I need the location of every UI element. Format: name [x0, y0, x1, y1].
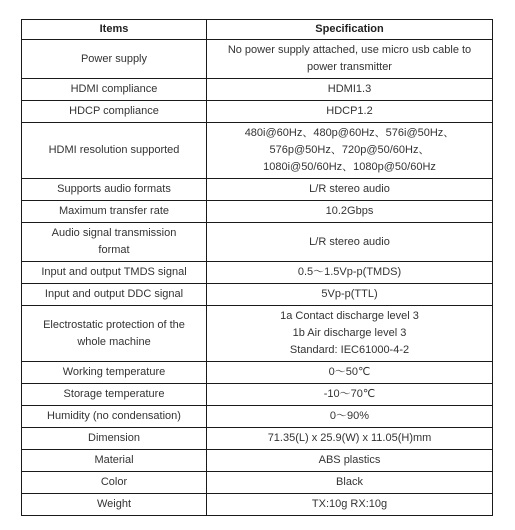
spec-cell [207, 123, 493, 179]
spec-cell [207, 284, 493, 306]
item-text-line: HDCP compliance [69, 105, 159, 117]
item-text-line: Input and output TMDS signal [41, 266, 187, 278]
item-cell [22, 223, 207, 262]
spec-text-line: No power supply attached, use micro usb cable to [227, 44, 472, 56]
spec-text-line: L/R stereo audio [309, 235, 390, 248]
table-row [22, 362, 493, 384]
spec-cell [207, 428, 493, 450]
spec-text-line: 0～50℃ [328, 366, 371, 378]
spec-cell [207, 450, 493, 472]
header-row [22, 20, 493, 40]
spec-text-line: 0.5～1.5Vp-p(TMDS) [297, 266, 402, 278]
spec-text-line: Black [336, 476, 363, 488]
spec-text-line: power transmitter [307, 61, 392, 73]
spec-cell [207, 494, 493, 516]
item-text-line: Humidity (no condensation) [47, 410, 181, 422]
item-text-line: whole machine [77, 335, 151, 348]
spec-text-line: 5Vp-p(TTL) [321, 288, 378, 300]
item-cell [22, 494, 207, 516]
item-cell [22, 472, 207, 494]
spec-text-line: Standard: IEC61000-4-2 [289, 344, 410, 356]
item-text-line: Input and output DDC signal [44, 288, 184, 300]
table-row [22, 179, 493, 201]
spec-text-line: ABS plastics [318, 454, 381, 466]
item-text-line: Color [100, 476, 128, 488]
spec-text-line: 480i@60Hz、480p@60Hz、576i@50Hz、 [244, 127, 455, 139]
spec-cell [207, 406, 493, 428]
table-row [22, 450, 493, 472]
table-row [22, 123, 493, 179]
table-row [22, 201, 493, 223]
item-text-line: Power supply [80, 52, 148, 65]
table-row [22, 223, 493, 262]
item-cell [22, 406, 207, 428]
spec-text-line: 71.35(L) x 25.9(W) x 11.05(H)mm [267, 432, 432, 444]
table-row [22, 79, 493, 101]
item-cell [22, 306, 207, 362]
header-specification: Specification [207, 20, 493, 40]
table-row [22, 494, 493, 516]
item-text-line: Audio signal transmission [51, 227, 177, 239]
spec-text-line: 576p@50Hz、720p@50/60Hz、 [269, 144, 430, 156]
item-text-line: Maximum transfer rate [58, 205, 170, 217]
item-text-line: Working temperature [62, 366, 166, 378]
item-cell [22, 262, 207, 284]
spec-cell [207, 306, 493, 362]
table-row [22, 40, 493, 79]
item-text-line: Weight [96, 498, 132, 510]
item-cell [22, 428, 207, 450]
item-cell [22, 284, 207, 306]
spec-text-line: HDMI1.3 [327, 83, 372, 95]
spec-cell [207, 262, 493, 284]
spec-cell [207, 362, 493, 384]
spec-cell [207, 179, 493, 201]
table-row [22, 101, 493, 123]
item-text-line: HDMI compliance [70, 83, 158, 95]
item-cell [22, 101, 207, 123]
item-cell [22, 450, 207, 472]
spec-text-line: L/R stereo audio [309, 183, 390, 195]
item-cell [22, 179, 207, 201]
item-cell [22, 123, 207, 179]
item-cell [22, 384, 207, 406]
item-text-line: Electrostatic protection of the [43, 318, 185, 331]
table-row [22, 472, 493, 494]
item-cell [22, 40, 207, 79]
table-row [22, 406, 493, 428]
spec-cell [207, 40, 493, 79]
specification-table [21, 19, 493, 516]
spec-text-line: 1080i@50/60Hz、1080p@50/60Hz [263, 161, 436, 173]
table-row [22, 306, 493, 362]
spec-text-line: 1a Contact discharge level 3 [280, 310, 419, 322]
item-cell [22, 79, 207, 101]
table-row [22, 284, 493, 306]
spec-text-line: HDCP1.2 [326, 105, 373, 117]
spec-cell [207, 223, 493, 262]
item-cell [22, 201, 207, 223]
spec-text-line: 0～90% [329, 410, 370, 422]
spec-text-line: 10.2Gbps [325, 205, 374, 217]
header-items: Items [22, 20, 207, 40]
spec-cell [207, 201, 493, 223]
spec-text-line: 1b Air discharge level 3 [292, 327, 407, 339]
spec-text-line: -10～70℃ [323, 388, 376, 400]
item-text-line: Supports audio formats [57, 183, 171, 195]
item-text-line: Dimension [88, 432, 140, 444]
table-body [22, 40, 493, 516]
item-text-line: Storage temperature [63, 388, 165, 400]
item-cell [22, 362, 207, 384]
spec-cell [207, 384, 493, 406]
item-text-line: format [98, 244, 130, 256]
spec-cell [207, 101, 493, 123]
table-row [22, 428, 493, 450]
item-text-line: HDMI resolution supported [48, 144, 180, 156]
spec-cell [207, 472, 493, 494]
spec-cell [207, 79, 493, 101]
spec-text-line: TX:10g RX:10g [311, 498, 388, 510]
table-row [22, 384, 493, 406]
item-text-line: Material [94, 454, 134, 466]
table-row [22, 262, 493, 284]
